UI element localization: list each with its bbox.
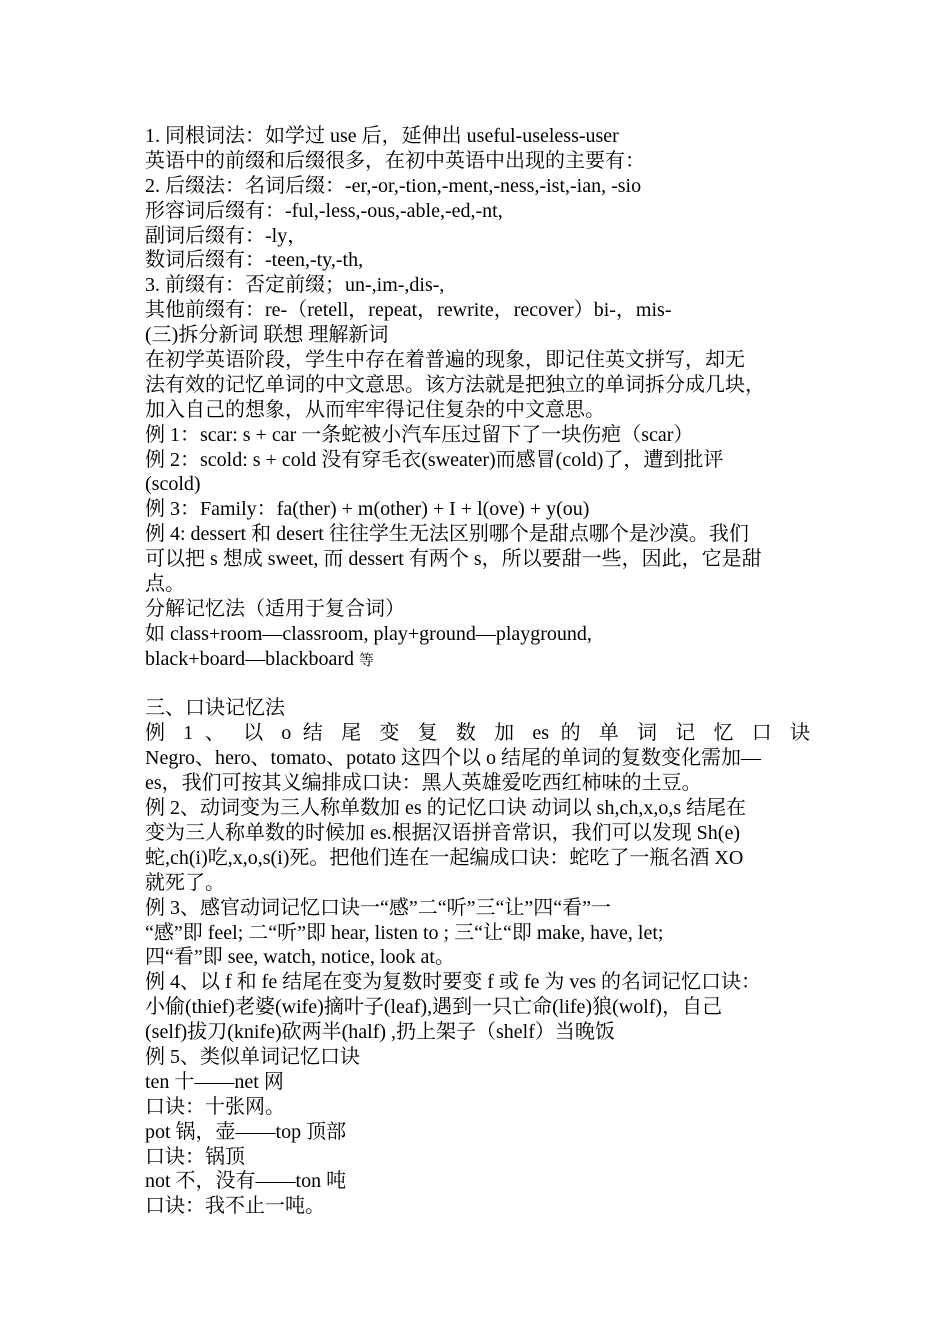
text-line: 数词后缀有：-teen,-ty,-th, [145, 249, 364, 272]
text-line-with-suffix [145, 647, 810, 672]
document-body [145, 124, 810, 1219]
example-line: 例 5、类似单词记忆口诀 [145, 1045, 360, 1068]
text-line: (self)拔刀(knife)砍两半(half) ,扔上架子（shelf）当晚饭 [145, 1021, 615, 1044]
section-heading: (三)拆分新词 联想 理解新词 [145, 324, 389, 347]
text-line: es，我们可按其义编排成口诀：黑人英雄爱吃西红柿味的土豆。 [145, 772, 702, 795]
text-span: black+board—blackboard [145, 647, 354, 670]
text-line: Negro、hero、tomato、potato 这四个以 o 结尾的单词的复数变化需加— [145, 747, 762, 770]
text-line: 小偷(thief)老婆(wife)摘叶子(leaf),遇到一只亡命(life)狼(wolf)，自己 [145, 996, 723, 1019]
example-line: 例 1：scar: s + car 一条蛇被小汽车压过留下了一块伤疤（scar） [145, 423, 694, 446]
example-line: 例 3、感官动词记忆口诀一“感”二“听”三“让”四“看”一 [145, 896, 612, 919]
text-line: 英语中的前缀和后缀很多，在初中英语中出现的主要有： [145, 149, 645, 172]
text-line: 就死了。 [145, 871, 225, 894]
text-line: 可以把 s 想成 sweet, 而 dessert 有两个 s，所以要甜一些，因此，它是甜 [145, 548, 762, 571]
text-line: 分解记忆法（适用于复合词） [145, 597, 405, 620]
text-line: 加入自己的想象，从而牢牢得记住复杂的中文意思。 [145, 398, 605, 421]
text-line: “感”即 feel; 二“听”即 hear, listen to ; 三“让“即 make, have, let; [145, 921, 664, 944]
text-line: pot 锅，壶——top 顶部 [145, 1120, 347, 1143]
text-line: 2. 后缀法：名词后缀：-er,-or,-tion,-ment,-ness,-ist,-ian, -sio [145, 174, 642, 197]
text-line: 蛇,ch(i)吃,x,o,s(i)死。把他们连在一起编成口诀：蛇吃了一瓶名酒 XO [145, 846, 744, 869]
section-heading: 三、口诀记忆法 [145, 697, 285, 720]
text-line: ten 十——net 网 [145, 1070, 284, 1093]
text-line: 变为三人称单数的时候加 es.根据汉语拼音常识，我们可以发现 Sh(e) [145, 821, 740, 844]
example-line: 例 2：scold: s + cold 没有穿毛衣(sweater)而感冒(cold)了，遭到批评 [145, 448, 724, 471]
text-line: 1. 同根词法：如学过 use 后，延伸出 useful-useless-user [145, 125, 619, 147]
example-line: 例 4、以 f 和 fe 结尾在变为复数时要变 f 或 fe 为 ves 的名词记忆口诀： [145, 971, 762, 994]
small-suffix: 等 [358, 652, 374, 669]
example-line: 例 4: dessert 和 desert 往往学生无法区别哪个是甜点哪个是沙漠。我们 [145, 523, 749, 546]
text-line: 副词后缀有：-ly， [145, 224, 308, 247]
text-line: 口诀：十张网。 [145, 1095, 285, 1118]
example-line: 例 3：Family：fa(ther) + m(other) + I + l(ove) + y(ou) [145, 498, 590, 521]
text-line: 点。 [145, 573, 185, 596]
text-line: not 不，没有——ton 吨 [145, 1170, 347, 1193]
text-line: 法有效的记忆单词的中文意思。该方法就是把独立的单词拆分成几块， [145, 373, 765, 396]
text-line: 其他前缀有：re-（retell，repeat，rewrite，recover）bi-，mis- [145, 299, 672, 322]
text-line: 形容词后缀有：-ful,-less,-ous,-able,-ed,-nt, [145, 199, 503, 222]
blank-line [145, 672, 810, 697]
text-line: 在初学英语阶段，学生中存在着普遍的现象，即记住英文拼写，却无 [145, 349, 745, 372]
text-line: 口诀：锅顶 [145, 1145, 245, 1168]
text-line: (scold) [145, 473, 201, 496]
text-line: 3. 前缀有：否定前缀；un-,im-,dis-, [145, 274, 445, 297]
text-line: 四“看”即 see, watch, notice, look at。 [145, 946, 455, 969]
example-line: 例 2、动词变为三人称单数加 es 的记忆口诀 动词以 sh,ch,x,o,s 结尾在 [145, 797, 747, 820]
example-line: 例 1 、 以 o 结 尾 变 复 数 加 es 的 单 词 记 忆 口 诀 [145, 722, 810, 745]
text-line: 如 class+room—classroom, play+ground—playground, [145, 622, 592, 645]
text-line: 口诀：我不止一吨。 [145, 1195, 325, 1218]
